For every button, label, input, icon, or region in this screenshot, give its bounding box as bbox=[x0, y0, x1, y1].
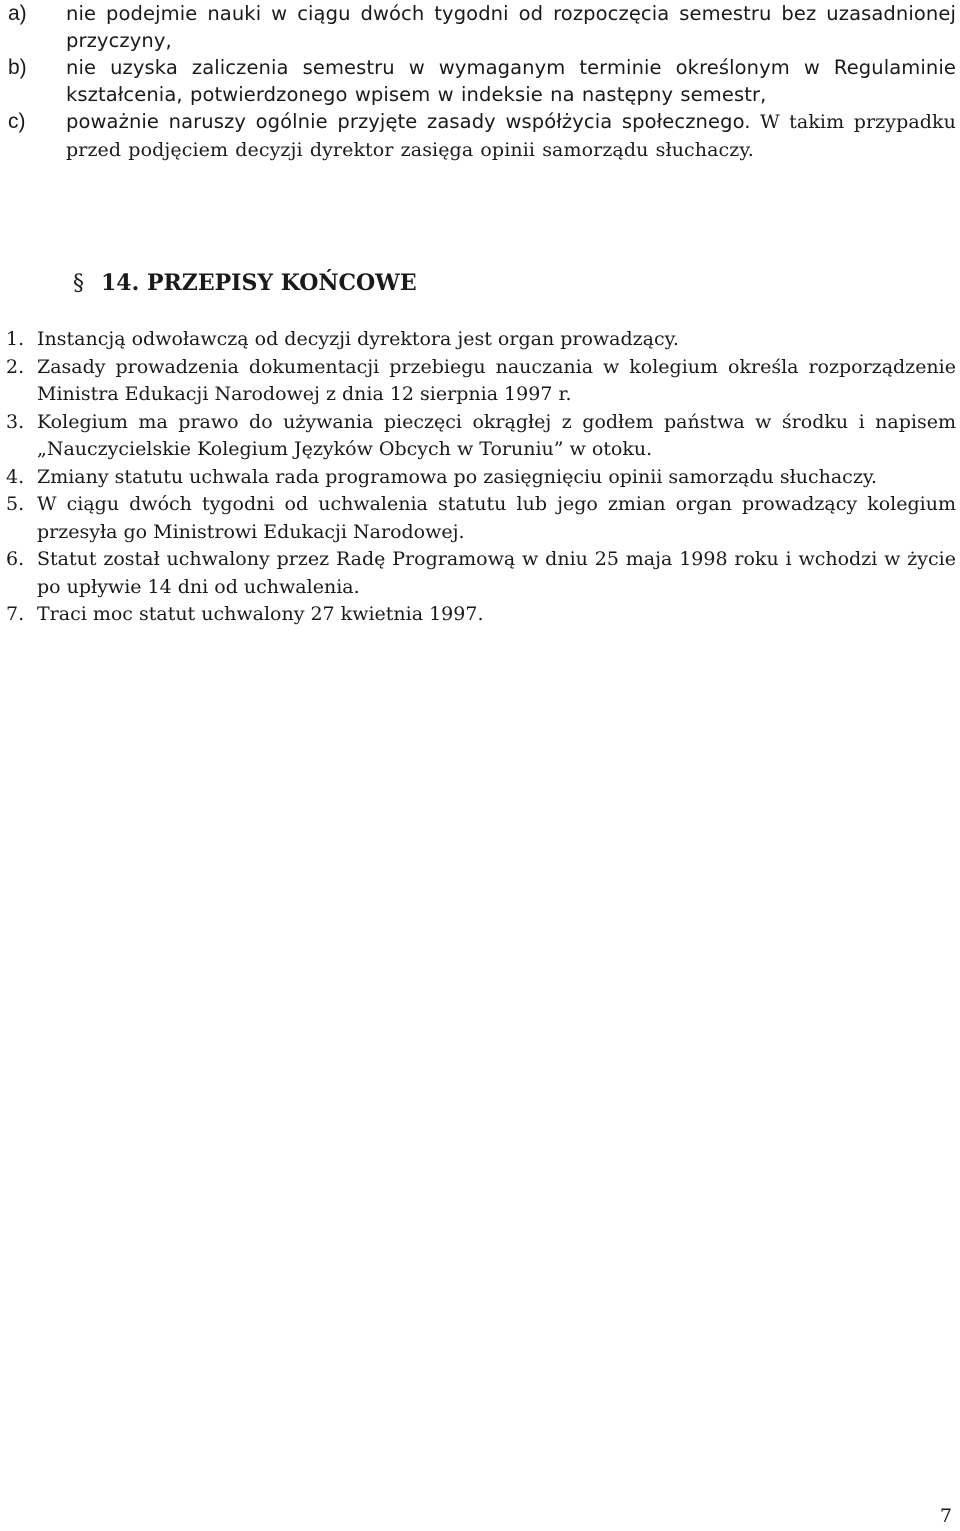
list-item bbox=[6, 601, 956, 629]
page-number: 7 bbox=[939, 1505, 952, 1527]
list-item bbox=[6, 546, 956, 601]
list-item-text: Zmiany statutu uchwala rada programowa po zasięgnięciu opinii samorządu słuchaczy. bbox=[37, 465, 878, 488]
list-marker: b) bbox=[8, 56, 27, 79]
list-item-text: W ciągu dwóch tygodni od uchwalenia statutu lub jego zmian organ prowadzący kolegium przesyła go Ministrowi Edukacji Narodowej. bbox=[37, 493, 956, 543]
list-item bbox=[6, 409, 956, 464]
list-marker: a) bbox=[8, 2, 27, 25]
numbered-list bbox=[6, 326, 956, 629]
list-marker: 1. bbox=[6, 328, 25, 350]
list-item-text: nie uzyska zaliczenia semestru w wymaganym terminie określonym w Regulaminie kształcenia, potwierdzonego wpisem w indeksie na następny semestr, bbox=[66, 56, 956, 106]
list-item bbox=[6, 354, 956, 409]
list-item-text: Statut został uchwalony przez Radę Programową w dniu 25 maja 1998 roku i wchodzi w życie po upływie 14 dni od uchwalenia. bbox=[37, 548, 956, 598]
section-heading bbox=[73, 264, 417, 303]
list-item bbox=[6, 491, 956, 546]
list-marker: 2. bbox=[6, 355, 25, 378]
list-item-text: Zasady prowadzenia dokumentacji przebiegu nauczania w kolegium określa rozporządzenie Ministra Edukacji Narodowej z dnia 12 sierpnia 1997 r. bbox=[37, 355, 956, 405]
list-marker: c) bbox=[8, 110, 26, 133]
list-item bbox=[6, 326, 956, 354]
list-item bbox=[8, 0, 956, 54]
list-marker: 3. bbox=[6, 410, 25, 433]
section-number: 14. bbox=[101, 270, 140, 296]
section-sign: § bbox=[73, 271, 84, 296]
list-item-text-continuation: W takim przypadku przed podjęciem decyzji dyrektor zasięga opinii samorządu słuchaczy. bbox=[66, 111, 956, 161]
section-title: PRZEPISY KOŃCOWE bbox=[146, 270, 417, 296]
list-item bbox=[8, 108, 956, 164]
list-item-text: poważnie naruszy ogólnie przyjęte zasady współżycia społecznego. bbox=[66, 110, 751, 133]
list-marker: 6. bbox=[6, 548, 25, 570]
list-item-text: Traci moc statut uchwalony 27 kwietnia 1997. bbox=[37, 603, 484, 625]
list-item bbox=[8, 54, 956, 108]
list-marker: 4. bbox=[6, 465, 25, 488]
lettered-list bbox=[8, 0, 956, 164]
list-item-text: Kolegium ma prawo do używania pieczęci okrągłej z godłem państwa w środku i napisem „Nauczycielskie Kolegium Języków Obcych w Toruniu” w otoku. bbox=[37, 410, 956, 460]
list-item-text: Instancją odwoławczą od decyzji dyrektora jest organ prowadzący. bbox=[37, 328, 679, 350]
list-marker: 7. bbox=[6, 603, 25, 625]
list-item bbox=[6, 464, 956, 492]
list-item-text: nie podejmie nauki w ciągu dwóch tygodni od rozpoczęcia semestru bez uzasadnionej przyczyny, bbox=[66, 2, 956, 52]
list-marker: 5. bbox=[6, 493, 25, 515]
